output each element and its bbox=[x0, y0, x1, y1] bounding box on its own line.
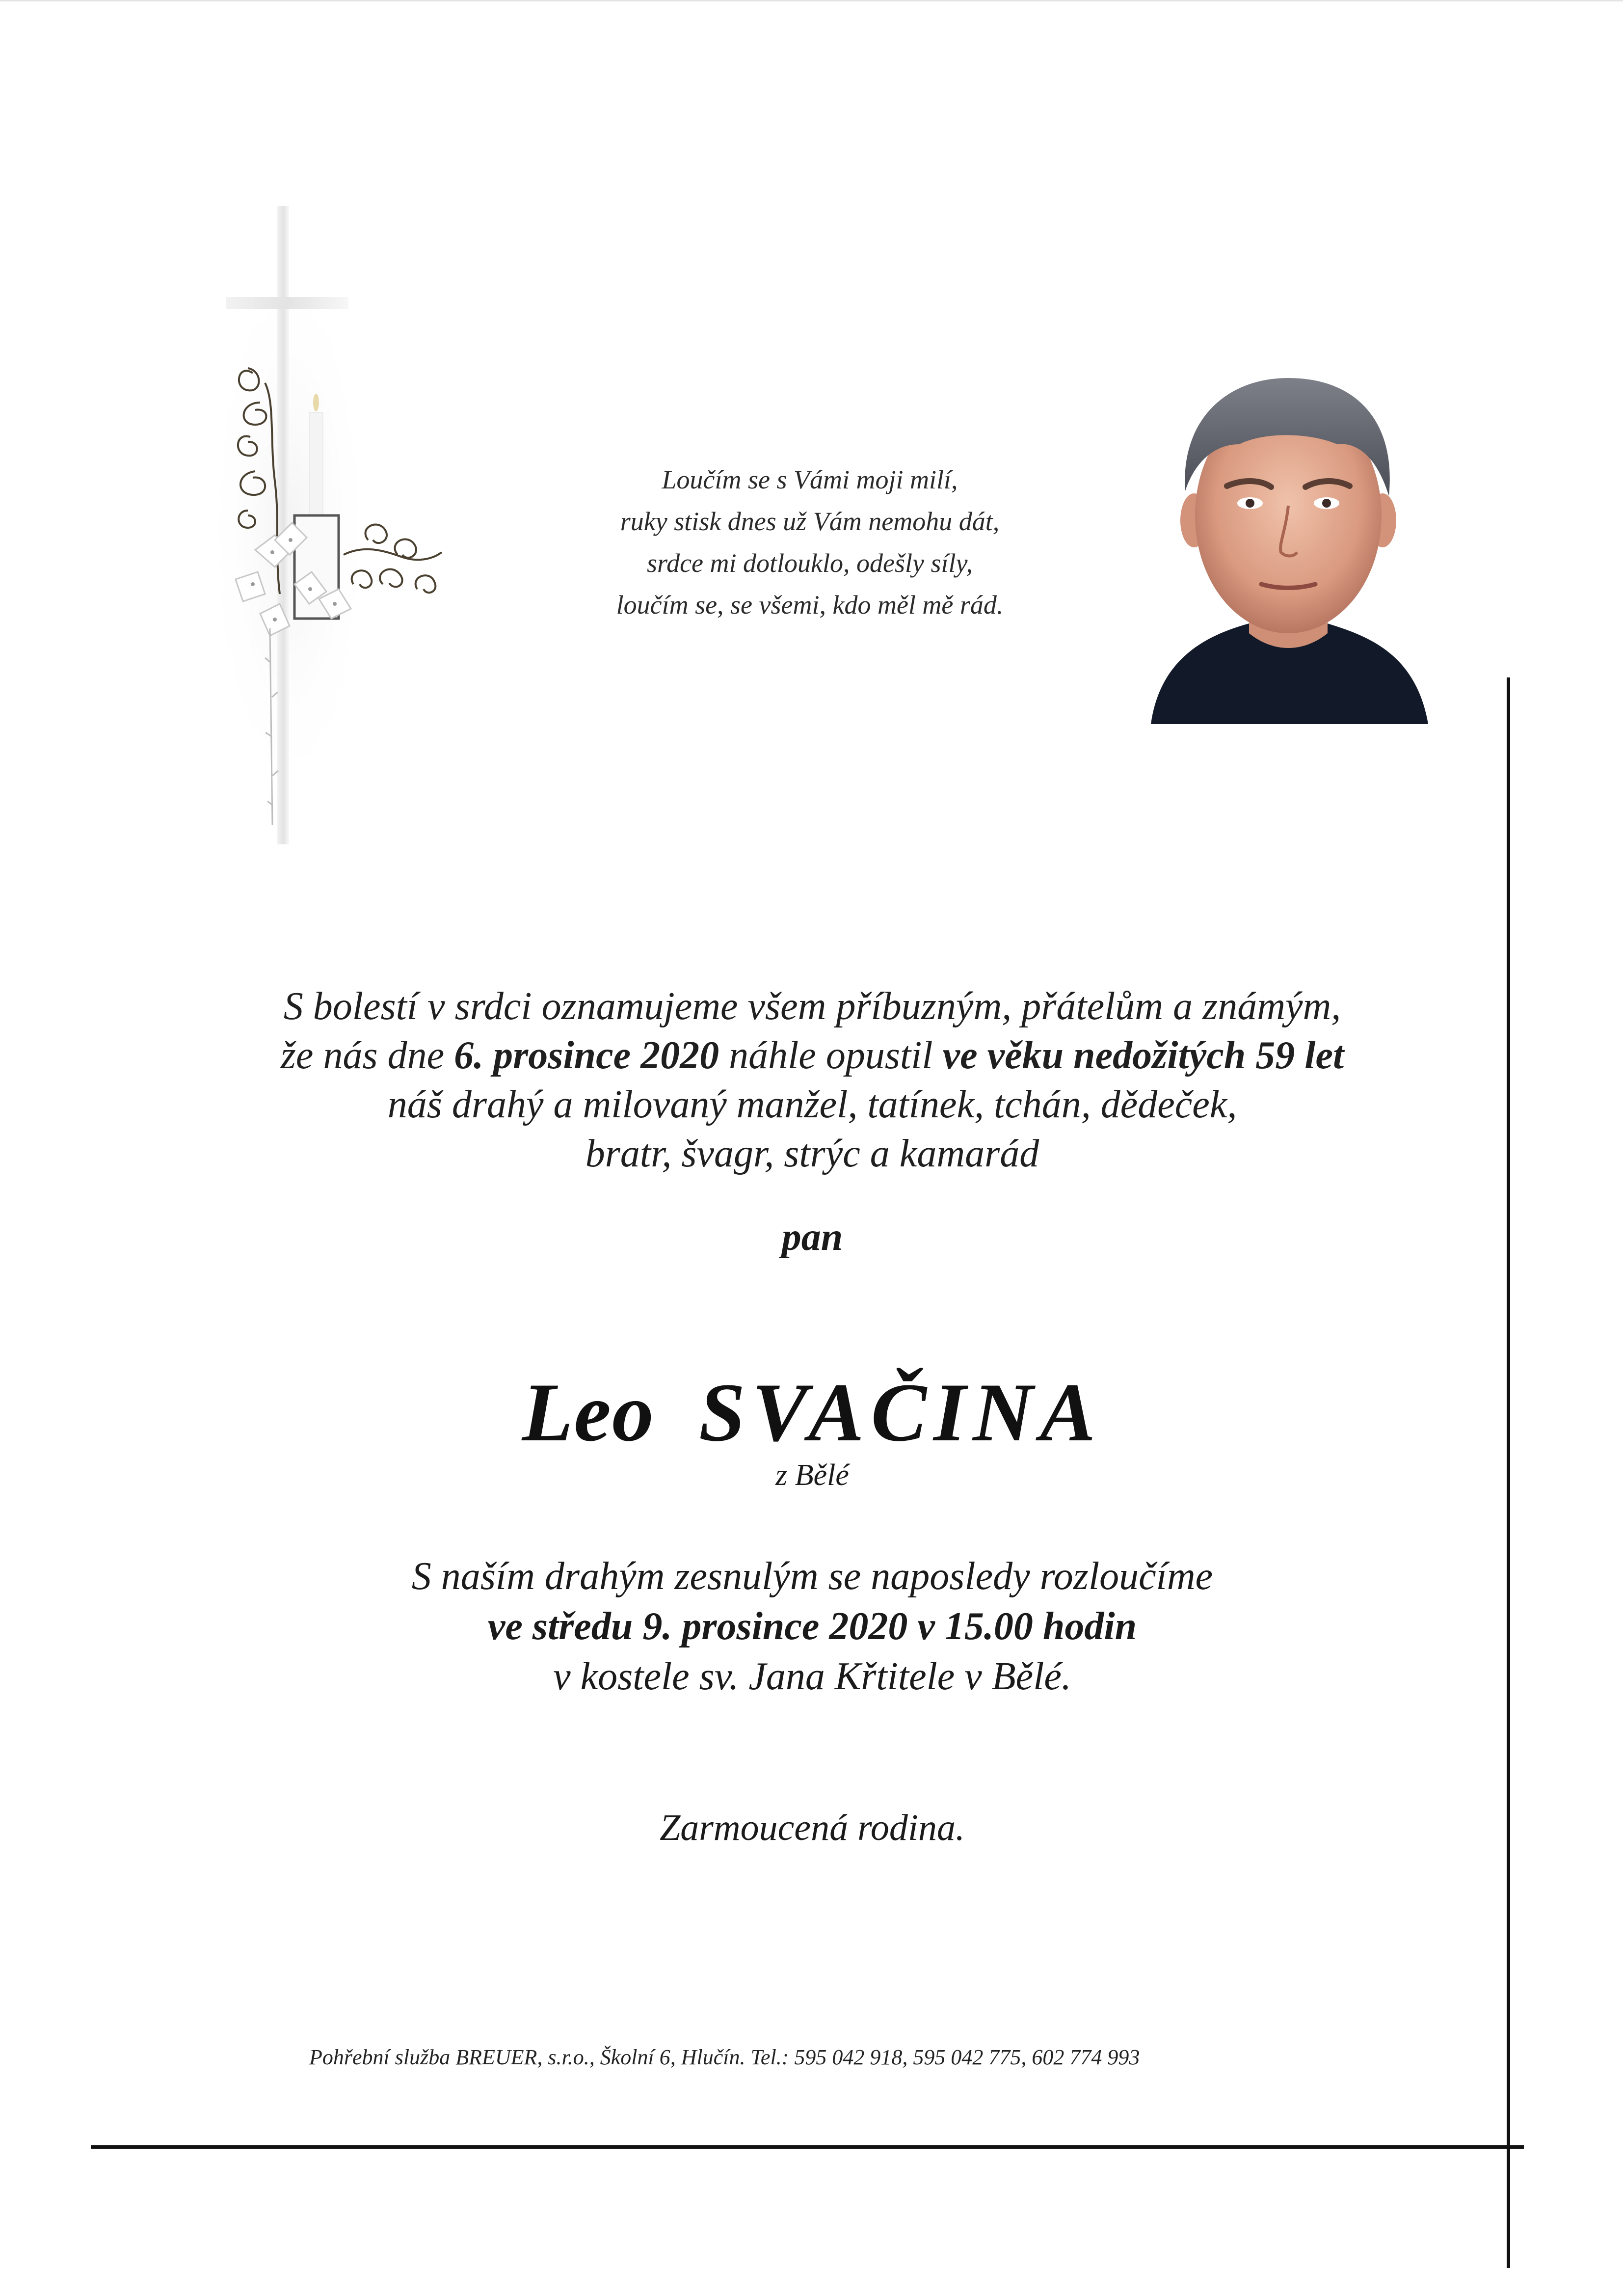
portrait-photo bbox=[1141, 358, 1433, 724]
poem-line: srdce mi dotlouklo, odešly síly, bbox=[647, 548, 973, 578]
last-name: SVAČINA bbox=[698, 1366, 1103, 1459]
cross-lilies-icon bbox=[206, 196, 501, 854]
title-label: pan bbox=[781, 1216, 843, 1259]
funeral-details bbox=[113, 1551, 1512, 1702]
top-edge bbox=[0, 0, 1623, 1]
announcement-text: náhle opustil bbox=[719, 1034, 943, 1077]
age-text: ve věku nedožitých 59 let bbox=[942, 1034, 1344, 1077]
announcement-line: náš drahý a milovaný manžel, tatínek, tchán, dědeček, bbox=[387, 1083, 1237, 1126]
funeral-datetime: ve středu 9. prosince 2020 v 15.00 hodin bbox=[487, 1605, 1137, 1648]
poem-line: Loučím se s Vámi moji milí, bbox=[662, 465, 958, 494]
announcement-line bbox=[113, 1031, 1512, 1080]
poem-line: ruky stisk dnes už Vám nemohu dát, bbox=[620, 507, 1000, 536]
announcement-line: S bolestí v srdci oznamujeme všem příbuzným, přátelům a známým, bbox=[283, 985, 1341, 1028]
poem-line: loučím se, se všemi, kdo měl mě rád. bbox=[616, 590, 1004, 620]
farewell-poem bbox=[540, 459, 1080, 626]
death-date: 6. prosince 2020 bbox=[454, 1034, 719, 1077]
funeral-location: v kostele sv. Jana Křtitele v Bělé. bbox=[553, 1655, 1071, 1698]
funeral-line: S naším drahým zesnulým se naposledy rozloučíme bbox=[411, 1555, 1213, 1598]
frame-horizontal-line bbox=[91, 2145, 1524, 2149]
funeral-service-footer: Pohřební služba BREUER, s.r.o., Školní 6, Hlučín. Tel.: 595 042 918, 595 042 775, 602 774 993 bbox=[309, 2045, 1140, 2069]
announcement-line: bratr, švagr, strýc a kamarád bbox=[585, 1132, 1039, 1175]
announcement-text: že nás dne bbox=[280, 1034, 454, 1077]
frame-vertical-line bbox=[1507, 677, 1510, 2268]
deceased-name bbox=[113, 1365, 1512, 1460]
family-signature: Zarmoucená rodina. bbox=[659, 1807, 965, 1848]
origin-place: z Bělé bbox=[775, 1459, 849, 1492]
first-name: Leo bbox=[522, 1366, 655, 1459]
announcement bbox=[113, 982, 1512, 1178]
